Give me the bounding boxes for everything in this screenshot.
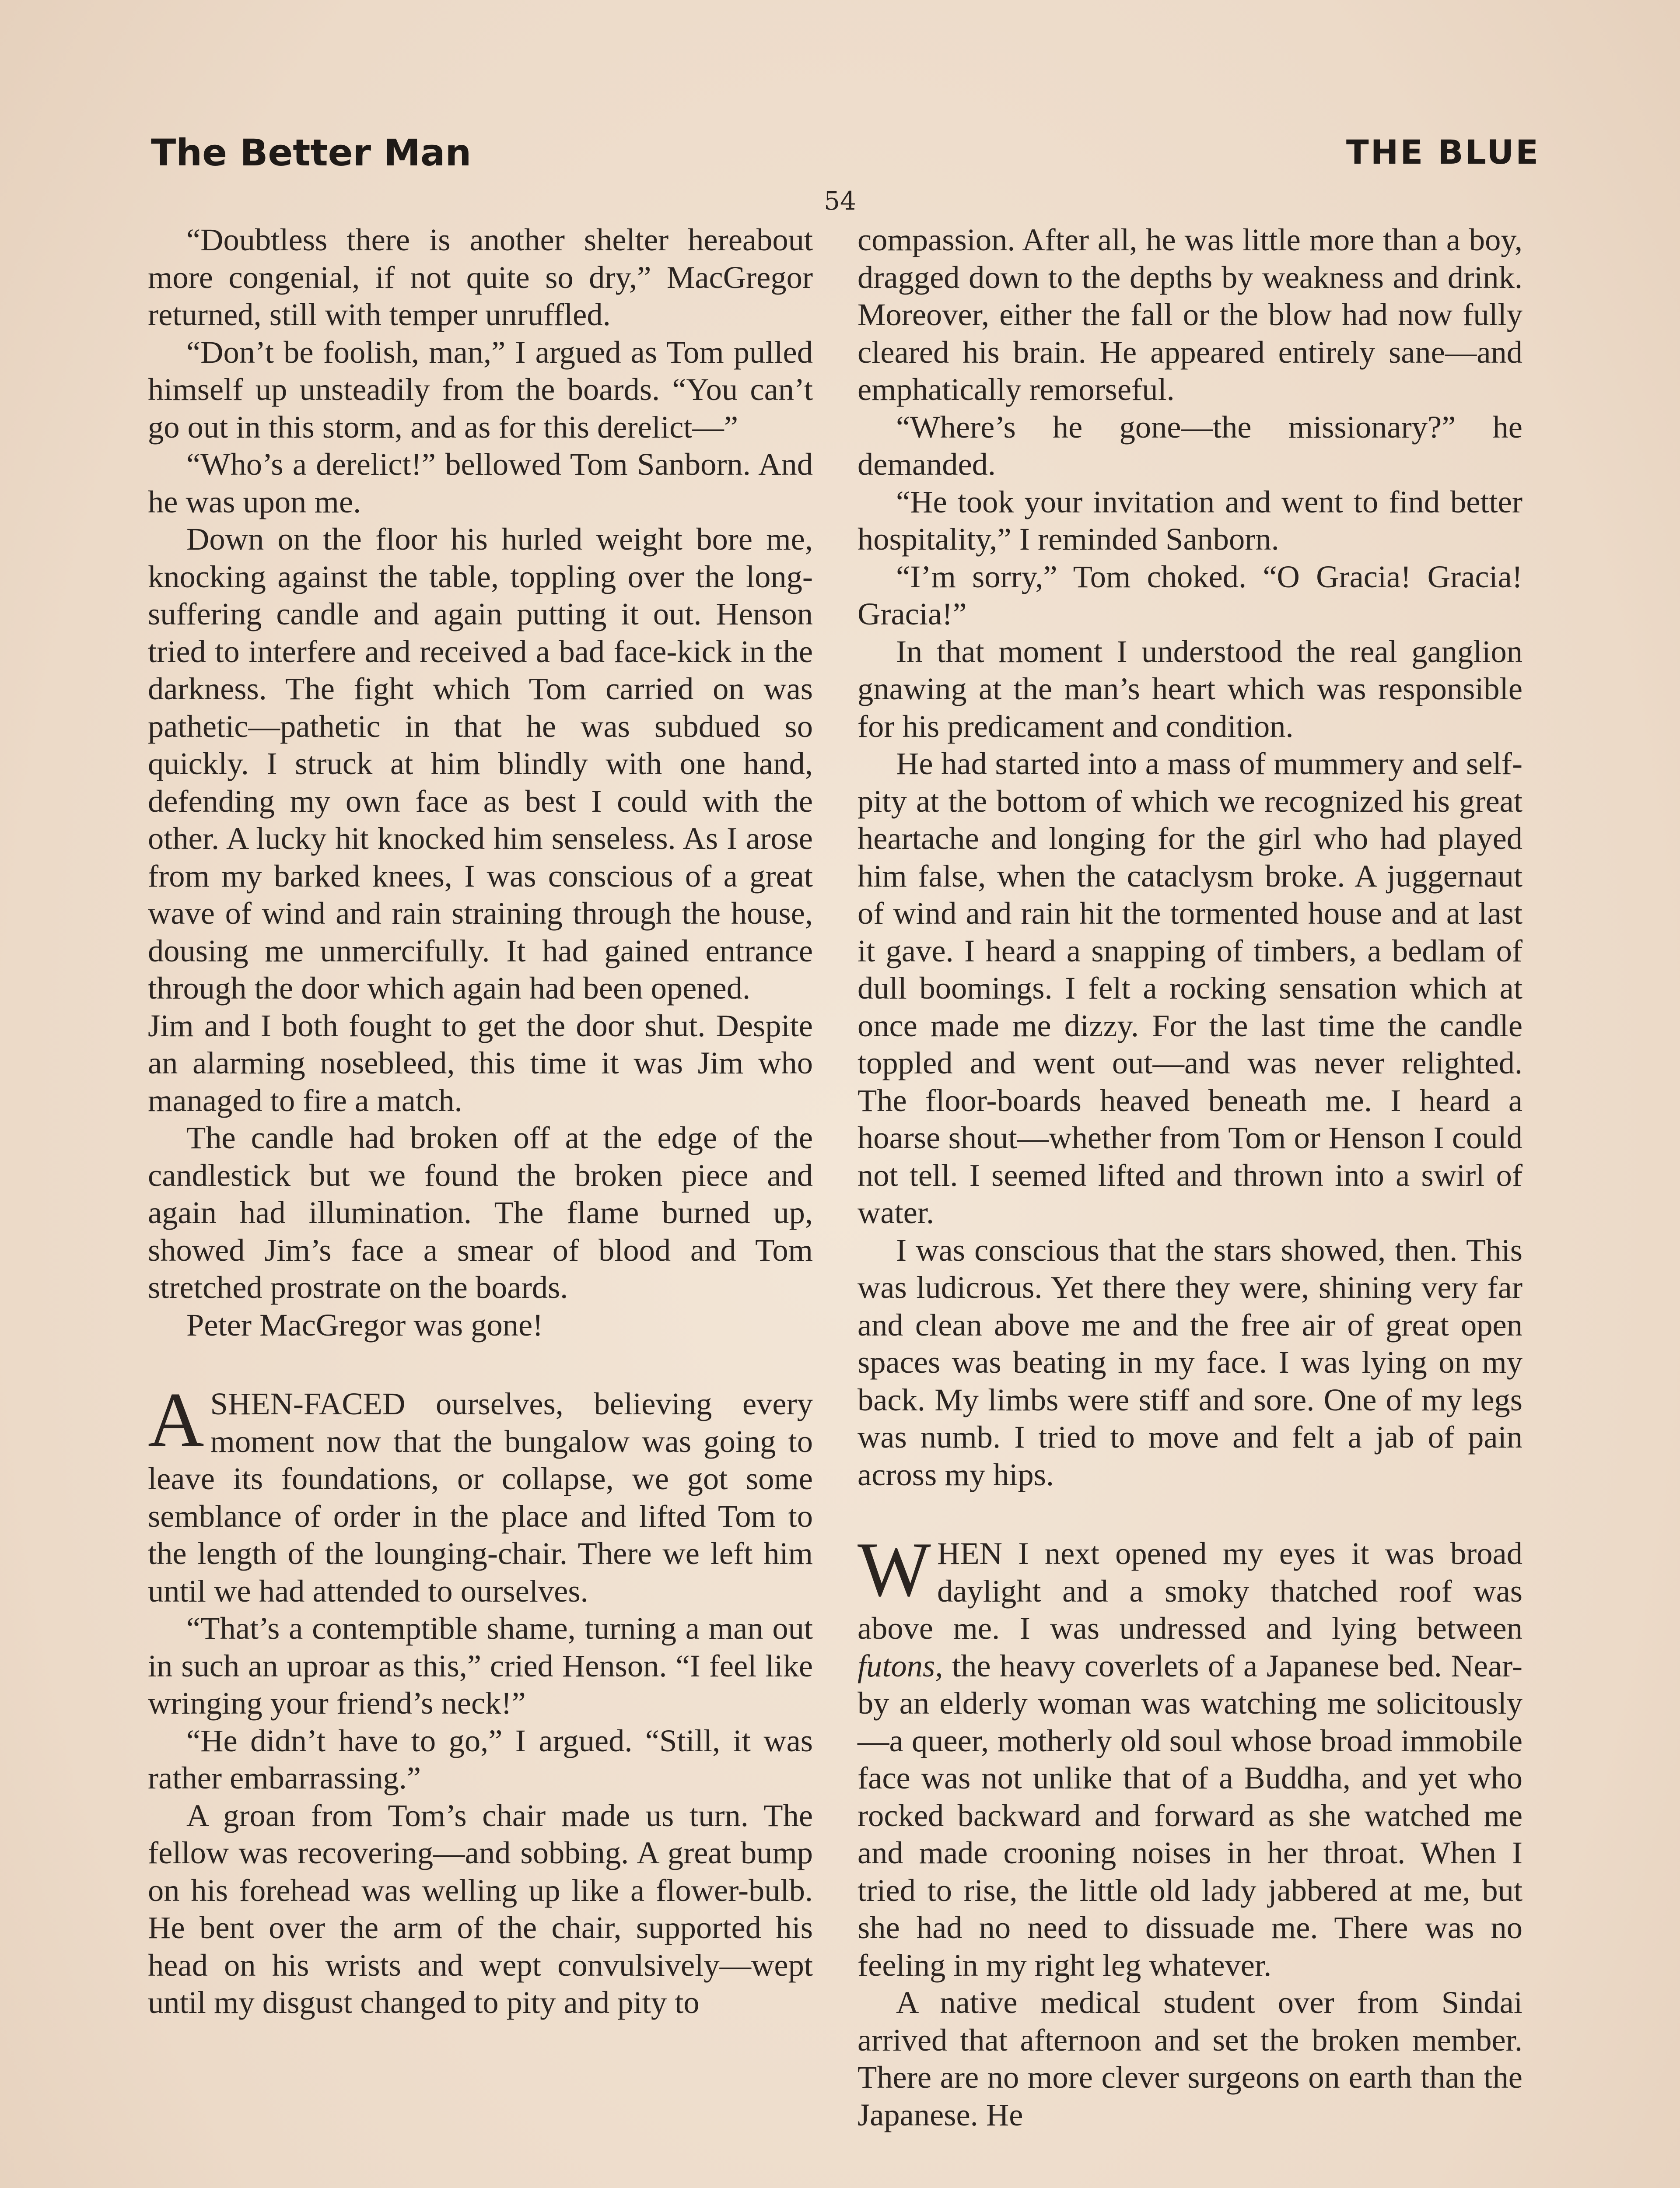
right-text-column (858, 221, 1522, 2133)
paragraph: In that moment I understood the real ganglion gnawing at the man’s heart which was responsible for his predicament and condition. (858, 633, 1522, 744)
paragraph: I was conscious that the stars showed, then. This was ludicrous. Yet there they were, shining very far and clean above me and the free air of great open spaces was beating in my face. I was lying on my back. My limbs were stiff and sore. One of my legs was numb. I tried to move and felt a jab of pain across my hips. (858, 1232, 1522, 1492)
page-number: 54 (824, 186, 856, 216)
paragraph: “Doubtless there is another shelter hereabout more congenial, if not quite so dry,” MacGregor returned, still with temper unruffled. (148, 222, 813, 332)
running-head-magazine-title: THE BLUE (1346, 133, 1540, 172)
continued-paragraph: compassion. After all, he was little more than a boy, dragged down to the depths by weakness and drink. Moreover, either the fall or the blow had now fully cleared his brain. He appeared entirely sane—and emphatically remorseful. (858, 222, 1522, 407)
paragraph: “Don’t be foolish, man,” I argued as Tom pulled himself up unsteadily from the boards. “You can’t go out in this storm, and as for this derelict—” (148, 334, 813, 445)
section-opening-paragraph (858, 1526, 1522, 1984)
paragraph: “That’s a contemptible shame, turning a man out in such an uproar as this,” cried Henson. “I feel like wringing your friend’s neck!” (148, 1610, 813, 1721)
paragraph: “I’m sorry,” Tom choked. “O Gracia! Gracia! Gracia!” (858, 558, 1522, 631)
paragraph-text: SHEN-FACED ourselves, believing every moment now that the bungalow was going to leave its foundations, or collapse, we got some semblance of order in the place and lifted Tom to the length of the lounging-chair. There we left him until we had attended to ourselves. (148, 1386, 813, 1609)
italic-word: futons, (858, 1648, 943, 1683)
paragraph: Jim and I both fought to get the door shut. Despite an alarming nosebleed, this time it was Jim who managed to fire a match. (148, 1007, 813, 1118)
paragraph-text: HEN I next opened my eyes it was broad daylight and a smoky thatched roof was above me. I was undressed and lying between (858, 1536, 1522, 1646)
paragraph: “Who’s a derelict!” bellowed Tom Sanborn. And he was upon me. (148, 446, 813, 519)
drop-cap: W (858, 1526, 931, 1613)
section-break (148, 1343, 813, 1385)
section-opening-paragraph (148, 1376, 813, 1609)
paragraph: Peter MacGregor was gone! (186, 1307, 543, 1343)
drop-cap: A (148, 1376, 204, 1463)
running-head-story-title: The Better Man (151, 131, 472, 174)
paragraph: “Where’s he gone—the missionary?” he demanded. (858, 409, 1522, 482)
paragraph-text: the heavy coverlets of a Japanese bed. Near-by an elderly woman was watching me solicitously—a queer, motherly old soul whose broad immobile face was not unlike that of a Buddha, and yet who rocked backward and forward as she watched me and made crooning noises in her throat. When I tried to rise, the little old lady jabbered at me, but she had no need to dissuade me. There was no feeling in my right leg whatever. (858, 1648, 1522, 1983)
section-break (858, 1493, 1522, 1535)
paragraph: A groan from Tom’s chair made us turn. The fellow was recovering—and sobbing. A great bump on his forehead was welling up like a flower-bulb. He bent over the arm of the chair, supported his head on his wrists and wept convulsively—wept until my disgust changed to pity and pity to (148, 1797, 813, 2020)
paragraph: He had started into a mass of mummery and self-pity at the bottom of which we recognized his great heartache and longing for the girl who had played him false, when the cataclysm broke. A juggernaut of wind and rain hit the tormented house and at last it gave. I heard a snapping of timbers, a bedlam of dull boomings. I felt a rocking sensation which at once made me dizzy. For the last time the candle toppled and went out—and was never relighted. The floor-boards heaved beneath me. I heard a hoarse shout—whether from Tom or Henson I could not tell. I seemed lifted and thrown into a swirl of water. (858, 746, 1522, 1230)
paragraph: “He didn’t have to go,” I argued. “Still, it was rather embarrassing.” (148, 1722, 813, 1795)
paragraph: A native medical student over from Sindai arrived that afternoon and set the broken member. There are no more clever surgeons on earth than the Japanese. He (858, 1985, 1522, 2132)
paragraph: “He took your invitation and went to find better hospitality,” I reminded Sanborn. (858, 484, 1522, 557)
paragraph: The candle had broken off at the edge of the candlestick but we found the broken piece and again had illumination. The flame burned up, showed Jim’s face a smear of blood and Tom stretched prostrate on the boards. (148, 1120, 813, 1305)
paragraph: Down on the floor his hurled weight bore me, knocking against the table, toppling over the long-suffering candle and again putting it out. Henson tried to interfere and received a bad face-kick in the darkness. The fight which Tom carried on was pathetic—pathetic in that he was subdued so quickly. I struck at him blindly with one hand, defending my own face as best I could with the other. A lucky hit knocked him senseless. As I arose from my barked knees, I was conscious of a great wave of wind and rain straining through the house, dousing me unmercifully. It had gained entrance through the door which again had been opened. (148, 521, 813, 1006)
left-text-column (148, 221, 813, 2021)
